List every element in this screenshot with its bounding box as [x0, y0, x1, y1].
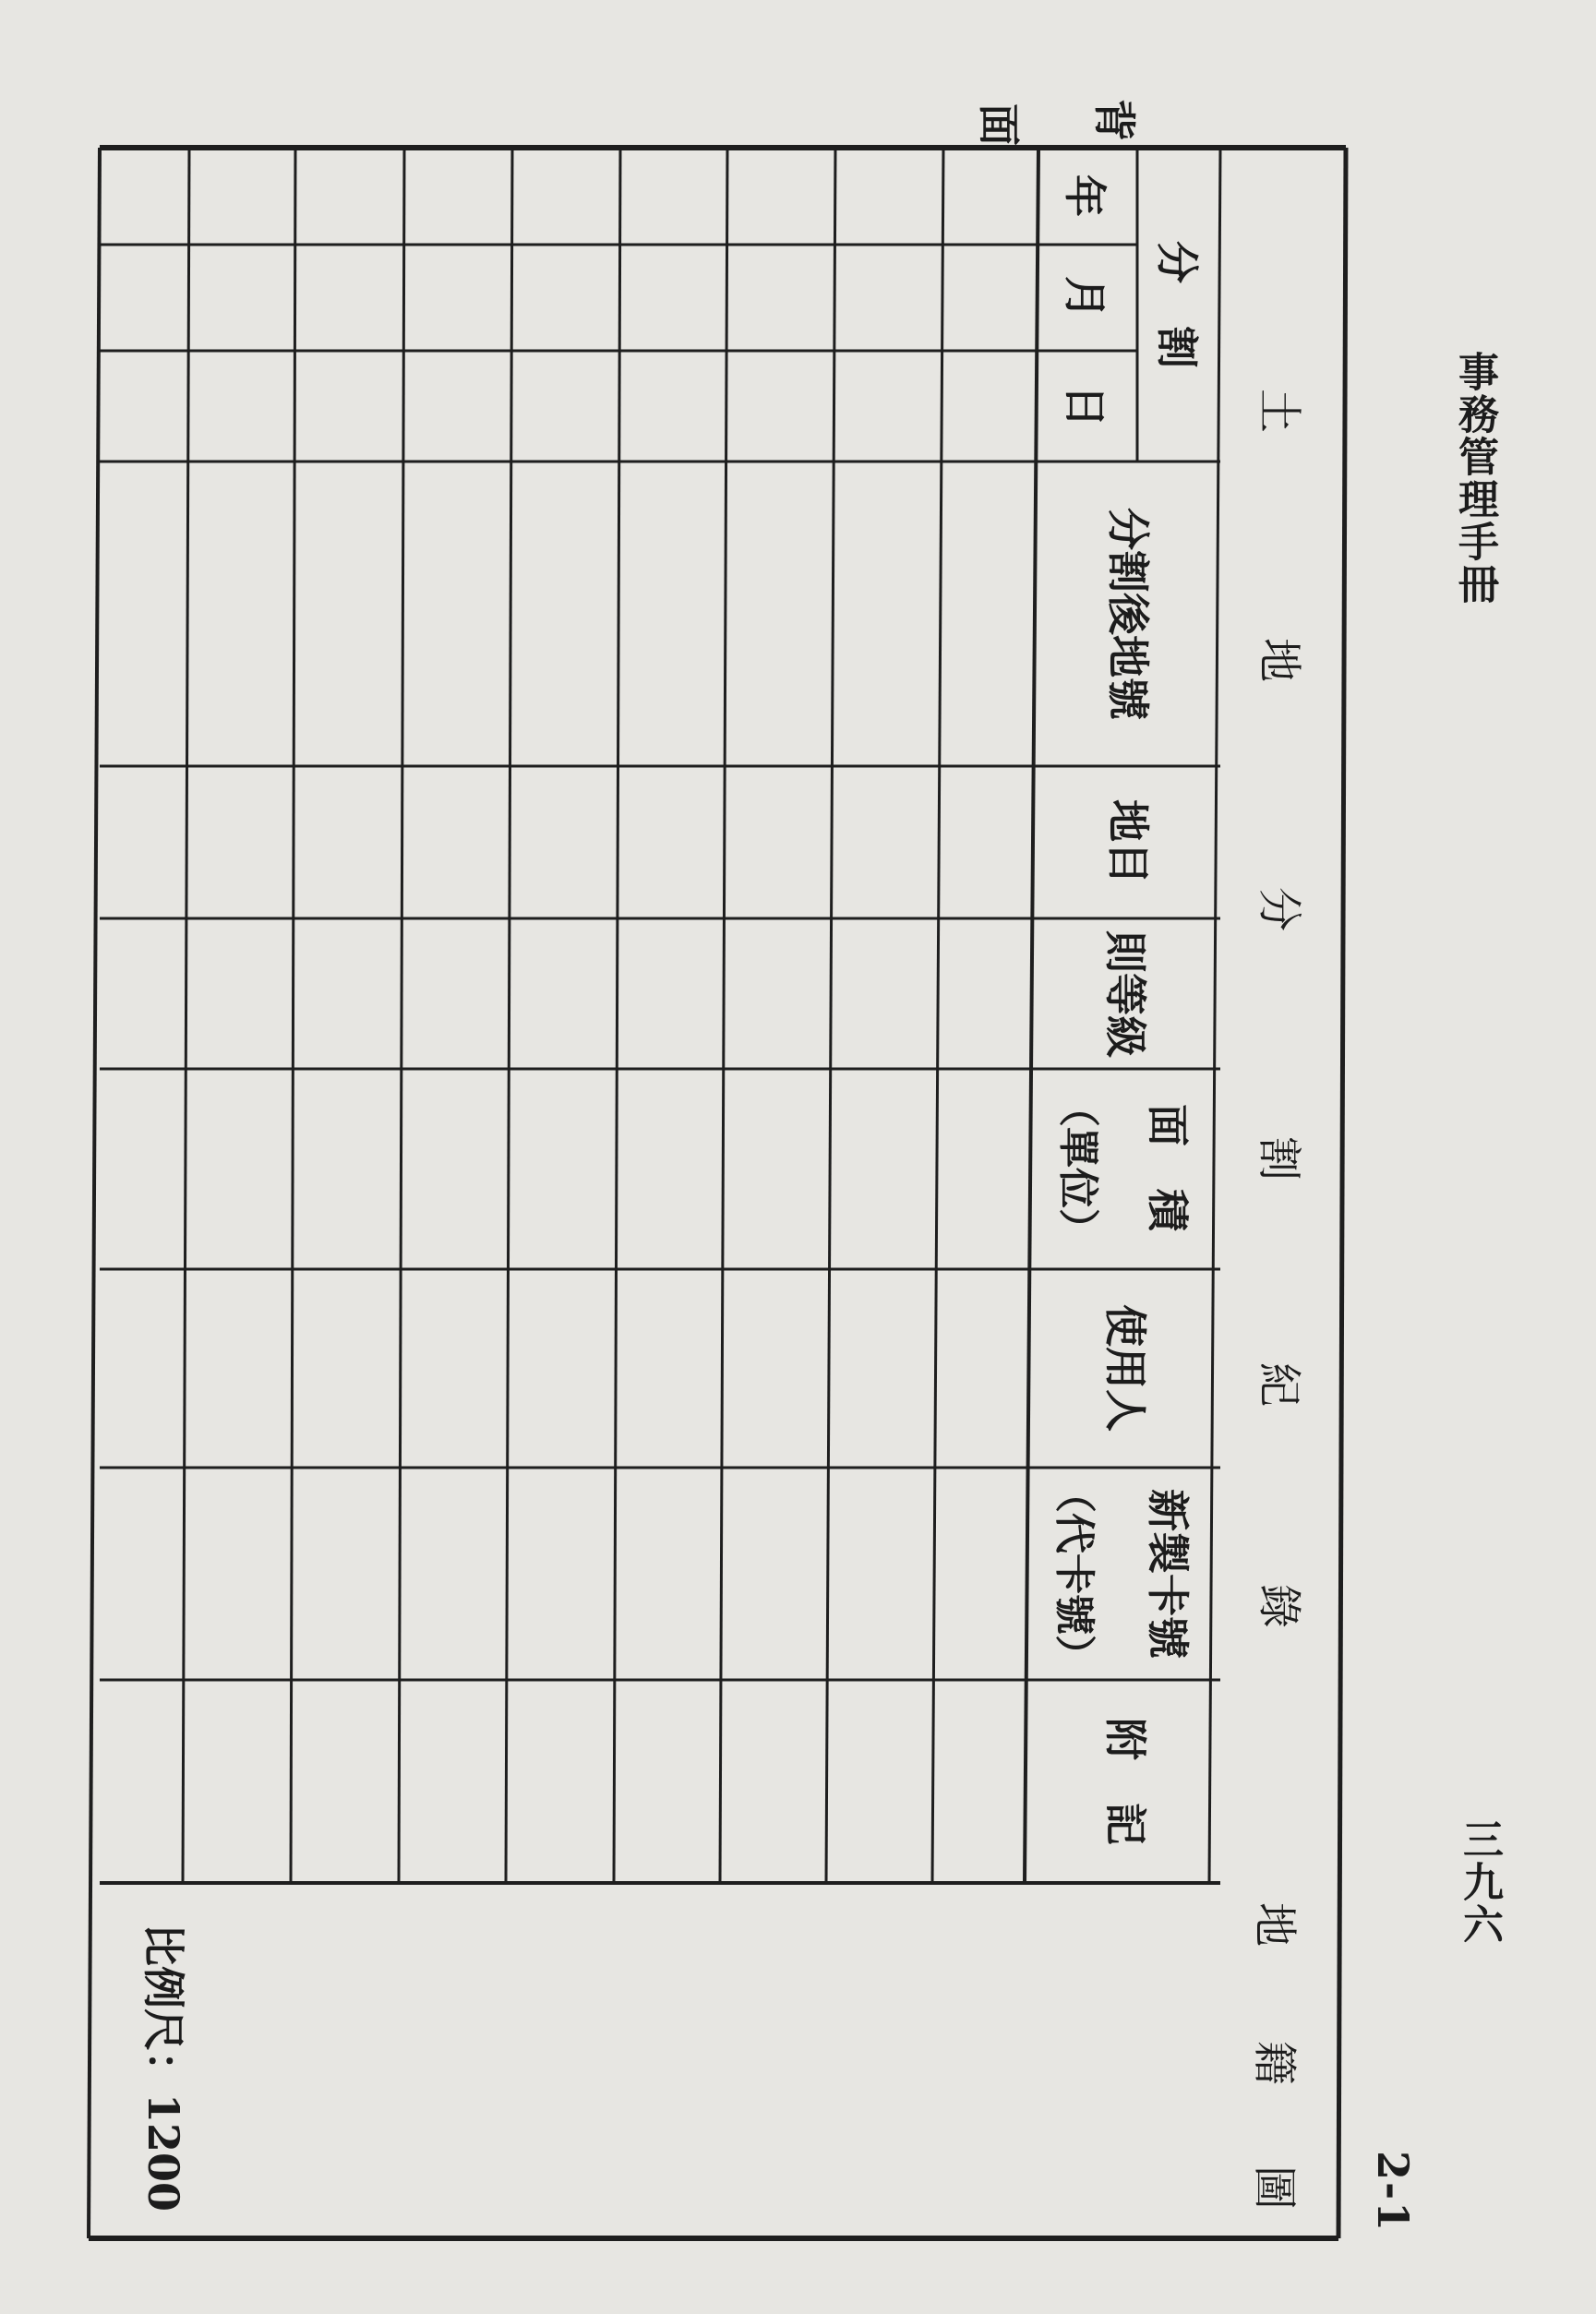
title-char-3: 分	[1253, 886, 1305, 932]
title-char-4: 割	[1253, 1135, 1305, 1181]
col-area-line1: 面 積	[1143, 1104, 1193, 1231]
side-label-back: 背	[1089, 99, 1139, 141]
title-char-6: 錄	[1253, 1583, 1305, 1629]
scale-label: 比例尺：1200	[138, 1923, 188, 2212]
col-day: 日	[1060, 385, 1110, 427]
map-title-char-3: 圖	[1248, 2164, 1301, 2211]
col-card-line1: 新製卡號	[1143, 1489, 1193, 1659]
col-month: 月	[1060, 276, 1110, 318]
col-remark: 附 記	[1100, 1718, 1150, 1845]
col-card-line2: （代卡號）	[1050, 1472, 1098, 1675]
col-split: 分 割	[1152, 241, 1202, 368]
col-grade: 則等級	[1100, 930, 1150, 1058]
map-title-char-1: 地	[1248, 1901, 1301, 1948]
form-code: 2-1	[1368, 2151, 1418, 2234]
col-land-category: 地目	[1103, 799, 1153, 884]
book-title: 事務管理手冊	[1451, 351, 1498, 605]
map-title-char-2: 籍	[1248, 2040, 1301, 2086]
title-char-2: 地	[1253, 637, 1305, 683]
page-number: 三九六	[1456, 1818, 1503, 1946]
col-area-line2: （單位）	[1054, 1086, 1101, 1249]
side-label-face: 面	[974, 103, 1024, 146]
title-char-5: 紀	[1253, 1361, 1305, 1408]
col-user: 使用人	[1100, 1304, 1150, 1432]
title-char-1: 土	[1253, 388, 1305, 434]
col-year: 年	[1060, 174, 1110, 217]
col-new-lot: 分割後地號	[1103, 508, 1153, 720]
